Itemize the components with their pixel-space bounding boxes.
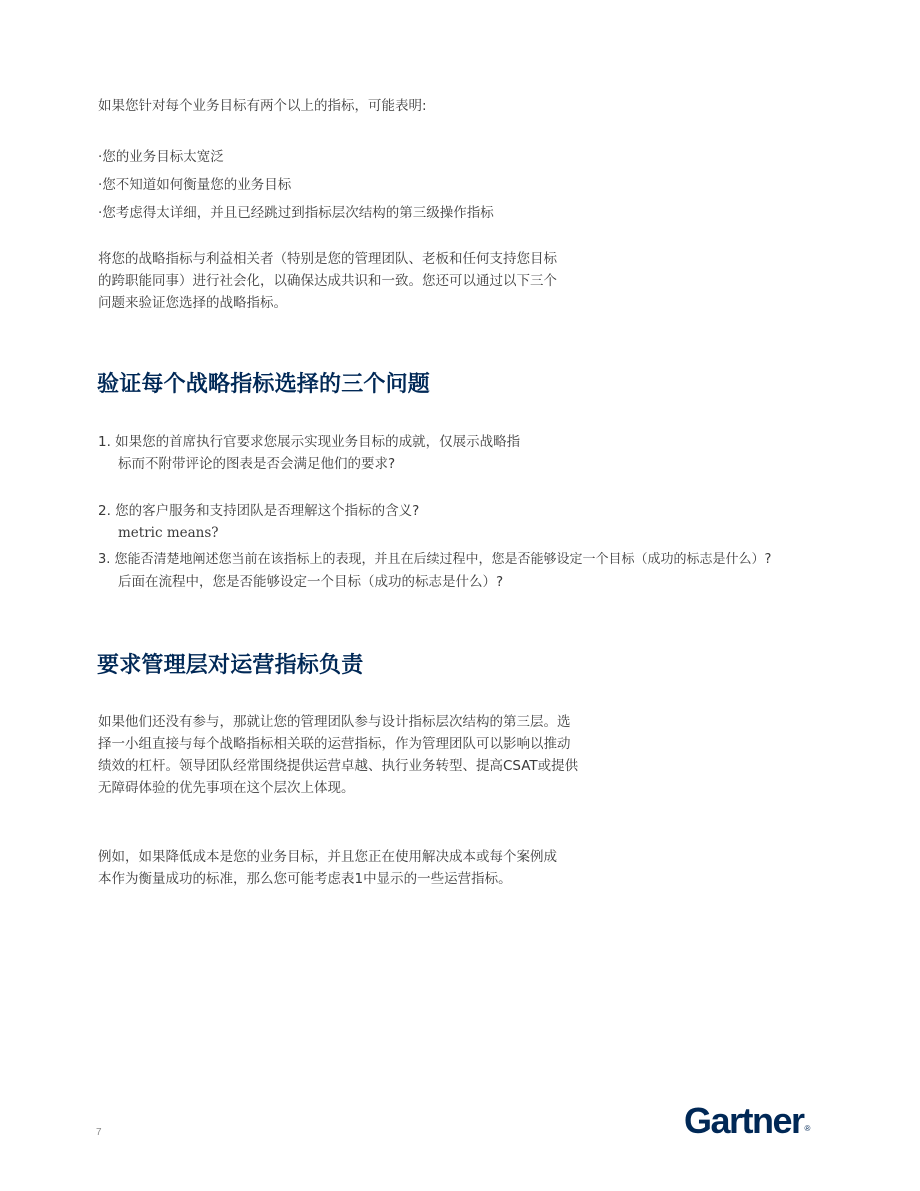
section-heading-validate: 验证每个战略指标选择的三个问题 [97,372,431,397]
management-paragraph-line: 绩效的杠杆。领导团队经常围绕提供运营卓越、执行业务转型、提高CSAT或提供 [98,758,579,774]
question-line: 2. 您的客户服务和支持团队是否理解这个指标的含义? [98,503,420,519]
gartner-logo [684,1099,810,1151]
bullet-item: ·您考虑得太详细，并且已经跳过到指标层次结构的第三级操作指标 [98,205,494,221]
management-paragraph-line: 如果他们还没有参与，那就让您的管理团队参与设计指标层次结构的第三层。选 [98,714,571,730]
example-paragraph [98,846,557,890]
section-heading-management: 要求管理层对运营指标负责 [97,653,364,678]
page-number: 7 [96,1127,102,1138]
example-paragraph-line: 本作为衡量成功的标准，那么您可能考虑表1中显示的一些运营指标。 [98,871,512,887]
example-paragraph-line: 例如，如果降低成本是您的业务目标，并且您正在使用解决成本或每个案例成 [98,849,557,865]
question-line: 后面在流程中，您是否能够设定一个目标（成功的标志是什么）? [118,574,504,590]
question-item-2 [98,500,419,544]
intro-paragraph-line: 的跨职能同事）进行社会化，以确保达成共识和一致。您还可以通过以下三个 [98,273,557,289]
logo-text: Gartner [684,1100,804,1141]
intro-paragraph [98,248,557,314]
intro-paragraph-line: 问题来验证您选择的战略指标。 [98,295,287,311]
bullet-item: ·您的业务目标太宽泛 [98,149,224,165]
bullet-item: ·您不知道如何衡量您的业务目标 [98,177,292,193]
management-paragraph [98,711,578,799]
management-paragraph-line: 无障碍体验的优先事项在这个层次上体现。 [98,780,355,796]
registered-mark: ® [804,1124,811,1133]
question-line: 3. 您能否清楚地阐述您当前在该指标上的表现，并且在后续过程中，您是否能够设定一个目标（成功的标志是什么）? [98,552,772,567]
intro-bullet-list [98,143,494,227]
intro-paragraph-line: 将您的战略指标与利益相关者（特别是您的管理团队、老板和任何支持您目标 [98,251,557,267]
question-line: 1. 如果您的首席执行官要求您展示实现业务目标的成就，仅展示战略指 [98,434,521,450]
question-item-3 [98,549,858,593]
question-item-1 [98,431,520,475]
question-line: metric means? [118,525,219,541]
management-paragraph-line: 择一小组直接与每个战略指标相关联的运营指标，作为管理团队可以影响以推动 [98,736,571,752]
question-line: 标而不附带评论的图表是否会满足他们的要求? [118,456,396,472]
intro-lead: 如果您针对每个业务目标有两个以上的指标，可能表明: [98,98,427,114]
